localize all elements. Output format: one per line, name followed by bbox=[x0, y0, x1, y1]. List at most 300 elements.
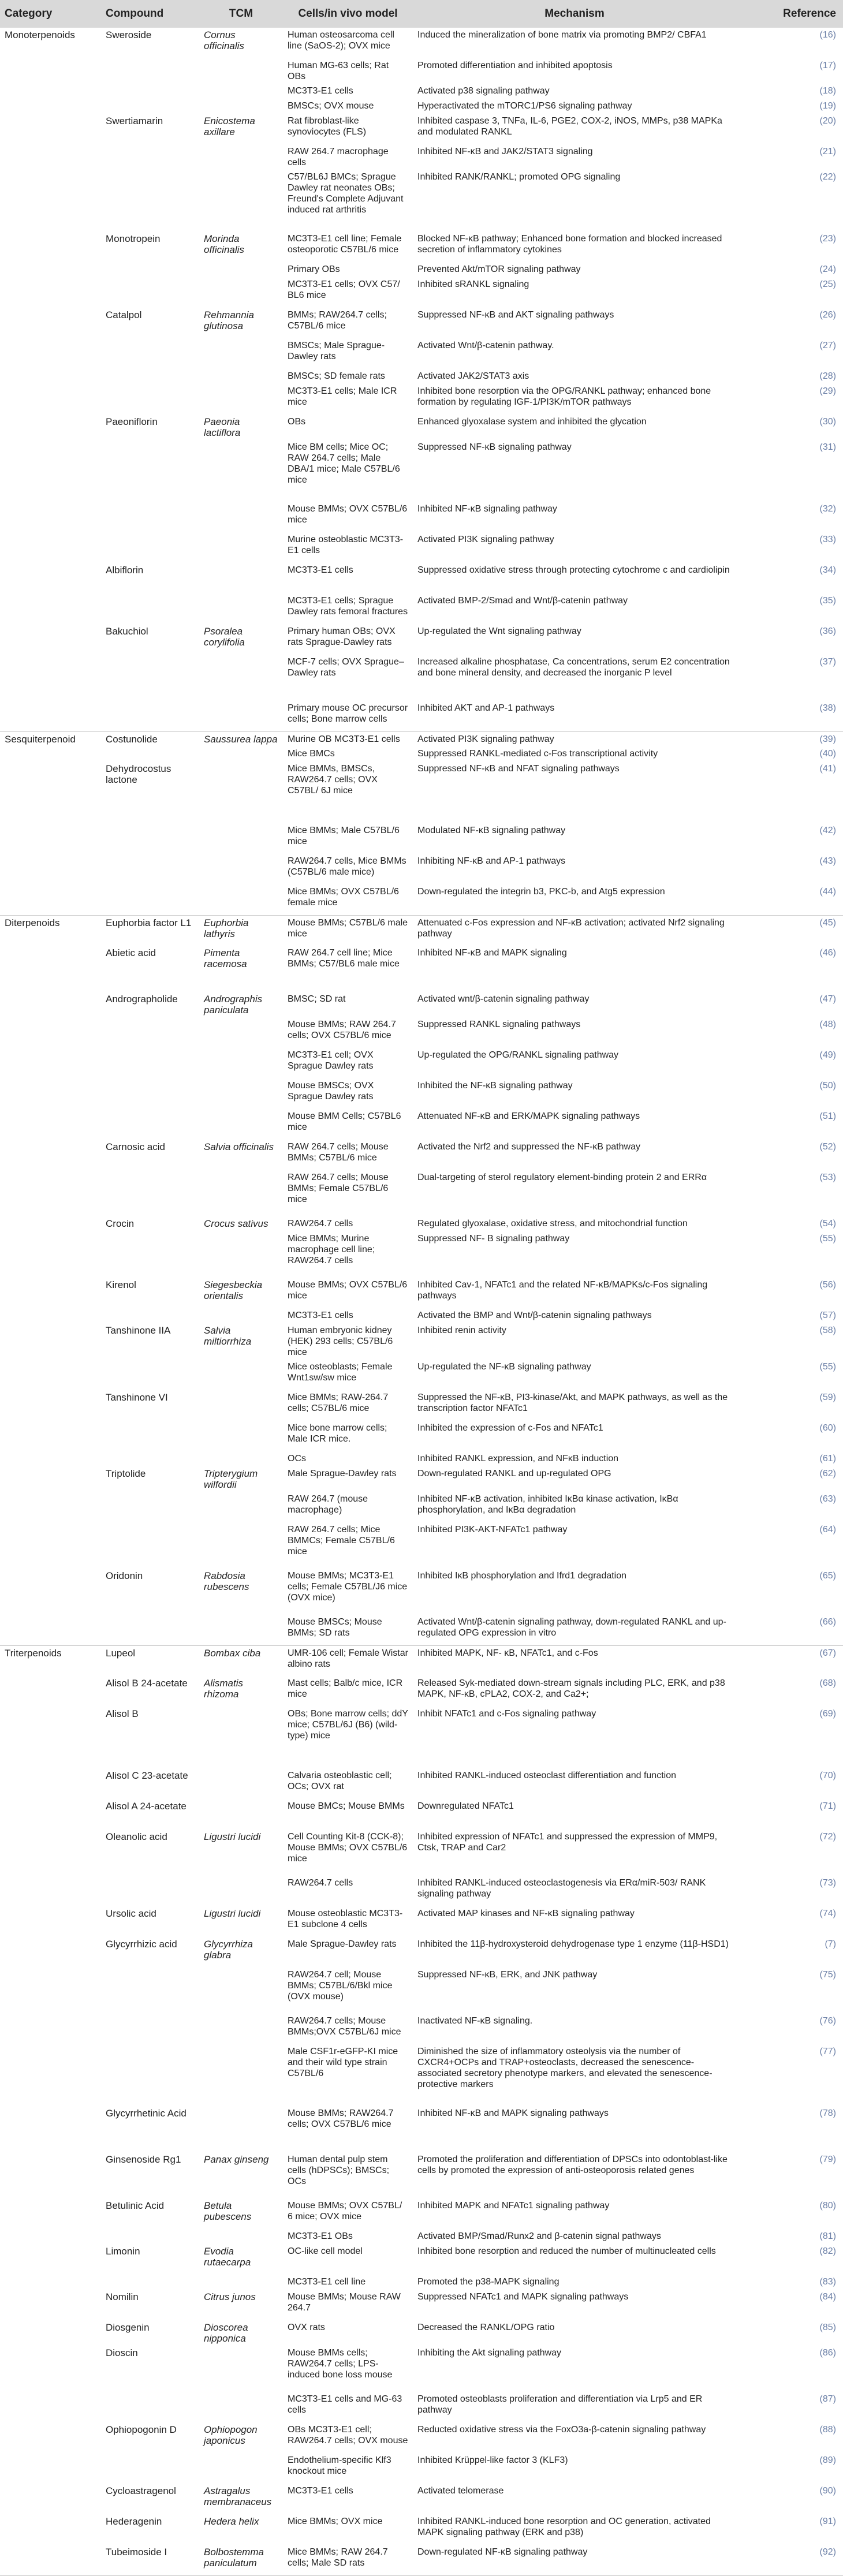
compound-cell: Oridonin bbox=[106, 1570, 143, 1581]
reference-cell: (7) bbox=[825, 1939, 836, 1949]
category-cell bbox=[0, 823, 101, 854]
mechanism-cell: Inhibited NF-κB and MAPK signaling bbox=[417, 948, 567, 958]
category-cell bbox=[0, 1707, 101, 1768]
model-cell: RAW 264.7 cells; Mice BMMCs; Female C57BL/6 mice bbox=[288, 1525, 395, 1556]
mechanism-cell: Reducted oxidative stress via the FoxO3a-β-catenin signaling pathway bbox=[417, 2425, 706, 2435]
model-cell: Mice BMMs; Murine macrophage cell line; RAW264.7 cells bbox=[288, 1234, 375, 1265]
compound-cell bbox=[101, 884, 199, 915]
category-cell bbox=[0, 1492, 101, 1522]
table-row bbox=[0, 1170, 843, 1216]
category-cell bbox=[0, 415, 101, 440]
compound-cell: Abietic acid bbox=[106, 947, 156, 958]
mechanism-cell: Inhibited AKT and AP-1 pathways bbox=[417, 703, 555, 713]
header-cells-model: Cells/in vivo model bbox=[283, 0, 413, 28]
tcm-cell bbox=[199, 1048, 283, 1078]
category-cell bbox=[0, 502, 101, 532]
tcm-cell bbox=[199, 563, 283, 593]
tcm-cell: Salvia miltiorrhiza bbox=[204, 1325, 252, 1347]
mechanism-cell: Suppressed RANKL-mediated c-Fos transcriptional activity bbox=[417, 749, 658, 759]
model-cell: MCF-7 cells; OVX Sprague–Dawley rats bbox=[288, 657, 404, 678]
reference-cell: (66) bbox=[819, 1617, 836, 1627]
reference-cell: (55) bbox=[819, 1362, 836, 1372]
category-cell bbox=[0, 262, 101, 277]
compound-cell: Tubeimoside I bbox=[101, 2545, 199, 2575]
model-cell: Mouse BMMs; OVX C57BL/ 6 mice; OVX mice bbox=[288, 2201, 402, 2222]
reference-cell: (23) bbox=[819, 234, 836, 244]
category-cell bbox=[0, 440, 101, 502]
table-row bbox=[0, 1569, 843, 1615]
model-cell: Mice BMMs; OVX C57BL/6 female mice bbox=[288, 887, 399, 908]
table-row bbox=[0, 170, 843, 232]
model-cell: Mice bone marrow cells; Male ICR mice. bbox=[288, 1423, 387, 1444]
model-cell: Mouse BMMs; OVX C57BL/6 mice bbox=[288, 504, 408, 525]
model-cell: Mouse BMMs; C57BL/6 male mice bbox=[283, 915, 413, 946]
compound-cell: Costunolide bbox=[101, 731, 199, 746]
category-cell bbox=[0, 1615, 101, 1645]
compound-cell: Nomilin bbox=[106, 2291, 139, 2302]
table-row bbox=[0, 563, 843, 593]
reference-cell: (27) bbox=[819, 341, 836, 350]
model-cell: Mouse BMMs; MC3T3-E1 cells; Female C57BL/J6 mice (OVX mice) bbox=[288, 1571, 408, 1603]
category-cell bbox=[0, 1323, 101, 1360]
tcm-cell bbox=[199, 823, 283, 854]
compound-cell: Lupeol bbox=[101, 1645, 199, 1676]
tcm-cell bbox=[199, 1876, 283, 1906]
tcm-cell: Siegesbeckia orientalis bbox=[204, 1279, 263, 1301]
model-cell: Mouse osteoblastic MC3T3-E1 subclone 4 cells bbox=[288, 1909, 403, 1929]
tcm-cell: Euphorbia lathyris bbox=[199, 915, 283, 946]
compound-cell bbox=[101, 369, 199, 384]
tcm-cell: Alismatis rhizoma bbox=[204, 1678, 244, 1700]
table-row bbox=[0, 1466, 843, 1492]
category-cell bbox=[0, 2014, 101, 2044]
category-cell bbox=[0, 84, 101, 99]
model-cell: Mice BMCs bbox=[288, 749, 335, 759]
table-row bbox=[0, 1360, 843, 1390]
model-cell: Cell Counting Kit-8 (CCK-8); Mouse BMMs; OVX C57BL/6 mice bbox=[288, 1832, 408, 1864]
mechanism-cell: Down-regulated the integrin b3, PKC-b, and Atg5 expression bbox=[417, 887, 665, 897]
table-row bbox=[0, 1830, 843, 1876]
mechanism-cell: Diminished the size of inflammatory osteolysis via the number of CXCR4+OCPs and TRAP+osteoclasts, decreased the senescence-associated secretory phenotype markers, and elevated the senescence-protective markers bbox=[417, 2047, 713, 2089]
model-cell: MC3T3-E1 cells bbox=[288, 1311, 353, 1320]
reference-cell: (55) bbox=[819, 1234, 836, 1244]
table-row bbox=[0, 1937, 843, 1968]
table-row bbox=[0, 308, 843, 338]
compound-cell: Monotropein bbox=[106, 233, 161, 244]
mechanism-cell: Enhanced glyoxalase system and inhibited the glycation bbox=[417, 417, 647, 427]
model-cell: Mouse BMMs; OVX C57BL/6 mice bbox=[288, 1280, 408, 1301]
category-cell bbox=[0, 2244, 101, 2275]
reference-cell: (16) bbox=[819, 30, 836, 40]
reference-cell: (21) bbox=[819, 147, 836, 156]
reference-cell: (30) bbox=[819, 417, 836, 427]
table-row bbox=[0, 2152, 843, 2198]
tcm-cell bbox=[199, 1017, 283, 1048]
mechanism-cell: Inactivated NF-κB signaling. bbox=[417, 2016, 533, 2026]
reference-cell: (71) bbox=[819, 1801, 836, 1811]
tcm-cell bbox=[199, 761, 283, 823]
tcm-cell bbox=[199, 746, 283, 761]
tcm-cell: Ligustri lucidi bbox=[204, 1908, 261, 1919]
tcm-cell bbox=[199, 1799, 283, 1830]
mechanism-cell: Activated Wnt/β-catenin pathway. bbox=[417, 341, 554, 350]
reference-cell: (83) bbox=[819, 2277, 836, 2287]
model-cell: MC3T3-E1 cells bbox=[288, 2486, 353, 2496]
model-cell: MC3T3-E1 cell line; Female osteoporotic C57BL/6 mice bbox=[288, 234, 402, 255]
mechanism-cell: Up-regulated the Wnt signaling pathway bbox=[417, 626, 581, 636]
tcm-cell: Panax ginseng bbox=[204, 2154, 269, 2165]
model-cell: Male CSF1r-eGFP-KI mice and their wild type strain C57BL/6 bbox=[288, 2047, 398, 2078]
reference-cell: (32) bbox=[819, 504, 836, 514]
category-cell bbox=[0, 1830, 101, 1876]
compound-cell: Dehydrocostus lactone bbox=[106, 763, 171, 785]
table-row bbox=[0, 2422, 843, 2453]
model-cell: Mouse BMMs; RAW 264.7 cells; OVX C57BL/6 mice bbox=[288, 1020, 396, 1040]
mechanism-cell: Inhibited bone resorption and reduced the number of multinucleated cells bbox=[417, 2246, 716, 2256]
reference-cell: (20) bbox=[819, 116, 836, 126]
tcm-cell bbox=[199, 701, 283, 731]
mechanism-cell: Inhibited NF-κB signaling pathway bbox=[417, 504, 557, 514]
reference-cell: (18) bbox=[819, 86, 836, 96]
compound-cell bbox=[101, 746, 199, 761]
category-cell bbox=[0, 1278, 101, 1308]
table-row bbox=[0, 2320, 843, 2346]
mechanism-cell: Inhibited RANK/RANKL; promoted OPG signaling bbox=[417, 172, 621, 182]
model-cell: Male Sprague-Dawley rats bbox=[288, 1469, 397, 1479]
table-row bbox=[0, 144, 843, 170]
compound-cell bbox=[101, 1421, 199, 1451]
table-row bbox=[0, 84, 843, 99]
header-category: Category bbox=[0, 0, 101, 28]
tcm-cell bbox=[199, 170, 283, 232]
category-cell bbox=[0, 1078, 101, 1109]
compound-cell bbox=[101, 99, 199, 114]
compound-cell: Euphorbia factor L1 bbox=[101, 915, 199, 946]
category-cell bbox=[0, 1170, 101, 1216]
model-cell: Mice BM cells; Mice OC; RAW 264.7 cells; Male DBA/1 mice; Male C57BL/6 mice bbox=[288, 442, 400, 485]
compound-cell: Kirenol bbox=[106, 1279, 136, 1290]
reference-cell: (26) bbox=[819, 310, 836, 320]
tcm-cell bbox=[199, 532, 283, 563]
compound-cell: Glycyrrhizic acid bbox=[106, 1939, 177, 1950]
mechanism-cell: Inhibited the NF-κB signaling pathway bbox=[417, 1081, 573, 1091]
mechanism-cell: Promoted differentiation and inhibited apoptosis bbox=[417, 61, 613, 70]
table-row bbox=[0, 114, 843, 144]
compound-cell bbox=[101, 1109, 199, 1140]
category-cell bbox=[0, 170, 101, 232]
tcm-cell bbox=[199, 1308, 283, 1323]
tcm-cell bbox=[199, 2275, 283, 2290]
model-cell: BMSCs; SD female rats bbox=[288, 371, 385, 381]
model-cell: Human osteosarcoma cell line (SaOS-2); OVX mice bbox=[288, 30, 394, 51]
reference-cell: (29) bbox=[819, 386, 836, 396]
model-cell: Calvaria osteoblastic cell; OCs; OVX rat bbox=[288, 1771, 392, 1791]
category-cell bbox=[0, 593, 101, 624]
model-cell: RAW264.7 cells, Mice BMMs (C57BL/6 male mice) bbox=[288, 856, 406, 877]
table-row bbox=[0, 746, 843, 761]
compound-cell bbox=[101, 170, 199, 232]
mechanism-cell: Hyperactivated the mTORC1/PS6 signaling pathway bbox=[417, 101, 632, 111]
tcm-cell bbox=[199, 854, 283, 884]
category-cell bbox=[0, 2044, 101, 2106]
category-cell bbox=[0, 992, 101, 1017]
tcm-cell bbox=[199, 1492, 283, 1522]
reference-cell: (46) bbox=[819, 948, 836, 958]
compound-cell: Oleanolic acid bbox=[106, 1831, 167, 1842]
model-cell: MC3T3-E1 cells; OVX C57/ BL6 mice bbox=[288, 279, 400, 300]
category-cell bbox=[0, 144, 101, 170]
model-cell: MC3T3-E1 cell; OVX Sprague Dawley rats bbox=[288, 1050, 374, 1071]
compound-cell: Tanshinone VI bbox=[106, 1392, 168, 1403]
category-cell bbox=[0, 1768, 101, 1799]
reference-cell: (73) bbox=[819, 1878, 836, 1888]
compound-cell: Triptolide bbox=[106, 1468, 146, 1479]
model-cell: Male Sprague-Dawley rats bbox=[288, 1939, 397, 1949]
category-cell bbox=[0, 1048, 101, 1078]
category-cell bbox=[0, 854, 101, 884]
category-cell bbox=[0, 2453, 101, 2484]
compound-cell bbox=[101, 593, 199, 624]
tcm-cell bbox=[199, 440, 283, 502]
model-cell: MC3T3-E1 cells bbox=[288, 86, 353, 96]
model-cell: MC3T3-E1 cells; Male ICR mice bbox=[288, 386, 397, 407]
category-cell bbox=[0, 1451, 101, 1466]
category-cell bbox=[0, 1968, 101, 2014]
tcm-cell bbox=[199, 1231, 283, 1278]
mechanism-cell: Inhibited RANKL expression, and NFκB induction bbox=[417, 1454, 619, 1464]
mechanism-cell: Suppressed NF-κB signaling pathway bbox=[417, 442, 572, 452]
mechanism-cell: Inhibited bone resorption via the OPG/RANKL pathway; enhanced bone formation by regulating IGF-1/PI3K/mTOR pathways bbox=[417, 386, 711, 407]
tcm-cell bbox=[199, 2229, 283, 2244]
mechanism-cell: Activated BMP-2/Smad and Wnt/β-catenin pathway bbox=[417, 596, 628, 606]
tcm-cell bbox=[199, 1421, 283, 1451]
reference-cell: (58) bbox=[819, 1326, 836, 1335]
compound-cell: Cycloastragenol bbox=[106, 2485, 176, 2496]
mechanism-cell: Inhibited Krüppel-like factor 3 (KLF3) bbox=[417, 2455, 568, 2465]
table-row bbox=[0, 1768, 843, 1799]
category-cell bbox=[0, 277, 101, 308]
reference-cell: (38) bbox=[819, 703, 836, 713]
reference-cell: (81) bbox=[819, 2231, 836, 2241]
table-row bbox=[0, 1906, 843, 1937]
reference-cell: (36) bbox=[819, 626, 836, 636]
mechanism-cell: Suppressed NFATc1 and MAPK signaling pathways bbox=[417, 2292, 629, 2302]
tcm-cell: Bolbostemma paniculatum bbox=[199, 2545, 283, 2575]
mechanism-cell: Activated Wnt/β-catenin signaling pathway, down-regulated RANKL and up-regulated OPG expression in vitro bbox=[417, 1617, 726, 1638]
tcm-cell bbox=[199, 1360, 283, 1390]
model-cell: BMSC; SD rat bbox=[288, 994, 346, 1004]
compound-cell bbox=[101, 2229, 199, 2244]
table-row bbox=[0, 655, 843, 701]
table-row bbox=[0, 1522, 843, 1569]
model-cell: Mouse BMMs cells; RAW264.7 cells; LPS- induced bone loss mouse bbox=[288, 2348, 393, 2380]
category-cell bbox=[0, 1569, 101, 1615]
model-cell: MC3T3-E1 OBs bbox=[288, 2231, 353, 2241]
category-cell bbox=[0, 1466, 101, 1492]
compound-cell: Swertiamarin bbox=[106, 115, 163, 126]
reference-cell: (67) bbox=[736, 1645, 843, 1676]
reference-cell: (64) bbox=[819, 1525, 836, 1535]
tcm-cell bbox=[199, 277, 283, 308]
tcm-cell: Salvia officinalis bbox=[204, 1141, 274, 1152]
mechanism-cell: Attenuated c-Fos expression and NF-κB activation; activated Nrf2 signaling pathway bbox=[413, 915, 736, 946]
category-cell bbox=[0, 2198, 101, 2229]
tcm-cell bbox=[199, 502, 283, 532]
model-cell: Primary human OBs; OVX rats Sprague-Dawley rats bbox=[288, 626, 396, 647]
model-cell: MC3T3-E1 cells and MG-63 cells bbox=[288, 2394, 402, 2415]
mechanism-cell: Inhibited PI3K-AKT-NFATc1 pathway bbox=[417, 1525, 568, 1535]
category-cell bbox=[0, 1799, 101, 1830]
compound-cell: Tanshinone IIA bbox=[106, 1325, 171, 1336]
tcm-cell: Hedera helix bbox=[204, 2516, 259, 2527]
category-cell bbox=[0, 2392, 101, 2422]
compound-cell bbox=[101, 1170, 199, 1216]
category-cell bbox=[0, 2290, 101, 2320]
compound-cell bbox=[101, 440, 199, 502]
table-row bbox=[0, 946, 843, 992]
category-cell: Monoterpenoids bbox=[5, 29, 75, 40]
category-cell bbox=[0, 2545, 101, 2575]
mechanism-cell: Inhibited IκB phosphorylation and Ifrd1 degradation bbox=[417, 1571, 627, 1581]
compound-cell: Alisol B bbox=[106, 1708, 139, 1719]
reference-cell: (44) bbox=[819, 887, 836, 897]
compound-cell bbox=[101, 338, 199, 369]
table-row bbox=[0, 1048, 843, 1078]
mechanism-cell: Inhibited sRANKL signaling bbox=[417, 279, 529, 289]
category-cell bbox=[0, 99, 101, 114]
model-cell: RAW264.7 cells bbox=[288, 1878, 353, 1888]
mechanism-cell: Prevented Akt/mTOR signaling pathway bbox=[417, 264, 581, 274]
compound-cell bbox=[101, 2275, 199, 2290]
model-cell: RAW 264.7 cells; Mouse BMMs; C57BL/6 mice bbox=[288, 1142, 389, 1163]
mechanism-cell: Activated telomerase bbox=[417, 2486, 504, 2496]
category-cell bbox=[0, 338, 101, 369]
reference-cell: (86) bbox=[819, 2348, 836, 2358]
compound-cell bbox=[101, 2392, 199, 2422]
model-cell: Mice BMMs; OVX mice bbox=[288, 2517, 383, 2526]
table-row bbox=[0, 2229, 843, 2244]
model-cell: Mouse BMMs; RAW264.7 cells; OVX C57BL/6 mice bbox=[288, 2108, 394, 2129]
compound-cell: Albiflorin bbox=[106, 565, 144, 576]
model-cell: Murine OB MC3T3-E1 cells bbox=[283, 731, 413, 746]
tcm-cell bbox=[199, 1522, 283, 1569]
compound-cell: Alisol A 24-acetate bbox=[106, 1801, 186, 1812]
compound-cell bbox=[101, 1048, 199, 1078]
mechanism-cell: Promoted the proliferation and differentiation of DPSCs into odontoblast-like cells by promoted the expression of anti-osteoporosis related genes bbox=[417, 2155, 728, 2175]
category-cell bbox=[0, 1231, 101, 1278]
tcm-cell bbox=[199, 369, 283, 384]
mechanism-cell: Inhibited RANKL-induced osteoclastogenesis via ERα/miR-503/ RANK signaling pathway bbox=[417, 1878, 706, 1899]
compound-cell: Bakuchiol bbox=[106, 626, 148, 637]
compound-cell bbox=[101, 58, 199, 84]
model-cell: Human embryonic kidney (HEK) 293 cells; C57BL/6 mice bbox=[288, 1326, 393, 1357]
tcm-cell: Andrographis paniculata bbox=[204, 994, 263, 1016]
table-row bbox=[0, 884, 843, 915]
reference-cell: (40) bbox=[819, 749, 836, 759]
table-row bbox=[0, 99, 843, 114]
model-cell: BMMs; RAW264.7 cells; C57BL/6 mice bbox=[288, 310, 387, 331]
tcm-cell: Betula pubescens bbox=[204, 2200, 252, 2222]
tcm-cell: Astragalus membranaceus bbox=[204, 2485, 272, 2507]
model-cell: C57/BL6J BMCs; Sprague Dawley rat neonates OBs; Freund's Complete Adjuvant induced rat arthritis bbox=[288, 172, 404, 215]
reference-cell: (37) bbox=[819, 657, 836, 667]
mechanism-cell: Inhibited renin activity bbox=[417, 1326, 506, 1335]
table-row bbox=[0, 1799, 843, 1830]
compound-cell bbox=[101, 2014, 199, 2044]
model-cell: Endothelium-specific Klf3 knockout mice bbox=[288, 2455, 391, 2476]
model-cell: Murine osteoblastic MC3T3-E1 cells bbox=[288, 535, 404, 555]
category-cell bbox=[0, 2514, 101, 2545]
model-cell: BMSCs; OVX mouse bbox=[288, 101, 374, 111]
compound-cell: Paeoniflorin bbox=[106, 416, 158, 427]
tcm-cell bbox=[199, 1170, 283, 1216]
tcm-cell: Enicostema axillare bbox=[204, 115, 255, 137]
category-cell: Triterpenoids bbox=[0, 1645, 101, 1676]
mechanism-cell: Suppressed the NF-κB, PI3-kinase/Akt, and MAPK pathways, as well as the transcription factor NFATc1 bbox=[417, 1392, 728, 1413]
table-row bbox=[0, 1017, 843, 1048]
reference-cell: (80) bbox=[819, 2201, 836, 2211]
table-row bbox=[0, 2545, 843, 2575]
mechanism-cell: Promoted osteoblasts proliferation and differentiation via Lrp5 and ER pathway bbox=[417, 2394, 703, 2415]
table-row bbox=[0, 2453, 843, 2484]
tcm-cell: Dioscorea nipponica bbox=[204, 2322, 248, 2344]
reference-cell: (43) bbox=[819, 856, 836, 866]
tcm-cell bbox=[199, 593, 283, 624]
table-row bbox=[0, 2392, 843, 2422]
reference-cell: (59) bbox=[819, 1392, 836, 1402]
table-row bbox=[0, 1968, 843, 2014]
table-row bbox=[0, 2275, 843, 2290]
mechanism-cell: Downregulated NFATc1 bbox=[417, 1801, 514, 1811]
tcm-cell bbox=[199, 2014, 283, 2044]
compound-cell bbox=[101, 1308, 199, 1323]
reference-cell: (74) bbox=[819, 1909, 836, 1918]
table-row bbox=[0, 1676, 843, 1707]
table-row bbox=[0, 593, 843, 624]
category-cell bbox=[0, 563, 101, 593]
tcm-cell: Evodia rutaecarpa bbox=[204, 2246, 251, 2268]
model-cell: Mice BMMs, BMSCs, RAW264.7 cells; OVX C57BL/ 6J mice bbox=[288, 764, 378, 796]
table-row bbox=[0, 1109, 843, 1140]
model-cell: Mouse BMM Cells; C57BL6 mice bbox=[288, 1111, 401, 1132]
model-cell: RAW 264.7 (mouse macrophage) bbox=[288, 1494, 368, 1515]
tcm-cell bbox=[199, 2346, 283, 2392]
tcm-cell bbox=[199, 84, 283, 99]
reference-cell: (68) bbox=[819, 1678, 836, 1688]
header-mechanism: Mechanism bbox=[413, 0, 736, 28]
tcm-cell: Rabdosia rubescens bbox=[204, 1570, 249, 1592]
table-row bbox=[0, 2514, 843, 2545]
tcm-cell bbox=[199, 2106, 283, 2152]
category-cell bbox=[0, 624, 101, 655]
category-cell bbox=[0, 946, 101, 992]
tcm-cell bbox=[199, 1615, 283, 1645]
compound-cell bbox=[101, 1522, 199, 1569]
tcm-cell: Glycyrrhiza glabra bbox=[204, 1939, 253, 1961]
category-cell bbox=[0, 1421, 101, 1451]
mechanism-cell: Activated PI3K signaling pathway bbox=[417, 535, 554, 544]
tcm-cell: Ligustri lucidi bbox=[204, 1831, 261, 1842]
tcm-cell: Paeonia lactiflora bbox=[204, 416, 241, 438]
mechanism-cell: Released Syk-mediated down-stream signals including PLC, ERK, and p38 MAPK, NF-κB, cPLA2, COX-2, and Ca2+; bbox=[417, 1678, 725, 1699]
table-row bbox=[0, 992, 843, 1017]
reference-cell: (61) bbox=[819, 1454, 836, 1464]
mechanism-cell: Inhibited NF-κB activation, inhibited IκBα kinase activation, IκBα phosphorylation, and IκBα degradation bbox=[417, 1494, 678, 1515]
mechanism-cell: Activated wnt/β-catenin signaling pathway bbox=[417, 994, 590, 1004]
tcm-cell bbox=[199, 1768, 283, 1799]
table-row bbox=[0, 415, 843, 440]
table-row bbox=[0, 1140, 843, 1170]
